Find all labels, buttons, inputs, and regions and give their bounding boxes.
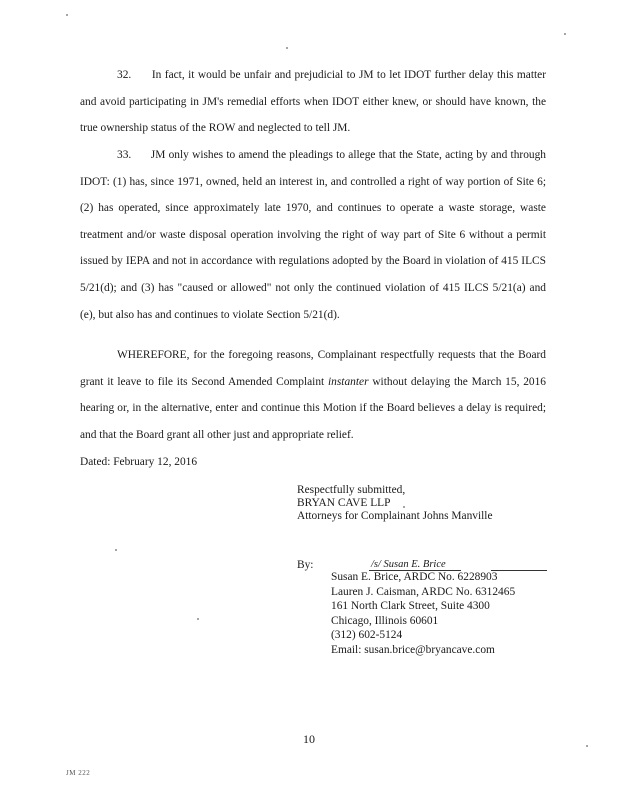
footer-code: JM 222 (66, 769, 91, 777)
scan-speck (564, 33, 566, 35)
paragraph-text: JM only wishes to amend the pleadings to allege that the State, acting by and through IDOT: (1) has, since 1971, owned, held an interest in, and controlled a right of way portion of Site 6; (2) has operated, since approximately late 1970, and continues to operate a waste storage, waste treatment and/or waste disposal operation involving the right of way part of Site 6 without a permit issued by IEPA and not in accordance with regulations adopted by the Board in violation of 415 ILCS 5/21(d); and (3) has "caused or allowed" not only the continued violation of 415 ILCS 5/21(a) and (e), but also has and continues to violate Section 5/21(d). (80, 149, 546, 321)
paragraph-number: 33. (117, 149, 132, 161)
counsel-email: Email: susan.brice@bryancave.com (331, 643, 495, 656)
signature-block (297, 484, 493, 522)
paragraph-number: 32. (117, 69, 132, 81)
counsel-line: (312) 602-5124 (331, 629, 403, 642)
counsel-contact-block (331, 570, 515, 658)
scan-speck (403, 506, 405, 508)
scan-speck (286, 47, 288, 49)
scan-speck (66, 14, 68, 16)
paragraph-32 (80, 62, 546, 142)
date-line: Dated: February 12, 2016 (80, 456, 198, 468)
attorney-role: Attorneys for Complainant Johns Manville (297, 509, 493, 522)
wherefore-text-end: without delaying the March 15, 2016 hearing or, in the alternative, enter and continue this Motion if the Board believes a delay is required; and that the Board grant all other just and appropriate relief. (80, 375, 546, 441)
counsel-line: Susan E. Brice, ARDC No. 6228903 (331, 571, 498, 583)
firm-name: BRYAN CAVE LLP (297, 496, 391, 509)
paragraph-33 (80, 142, 546, 328)
wherefore-text-start: WHEREFORE, for the foregoing reasons, Complainant respectfully requests that the Board grant it leave to file its Second Amended Complaint (80, 349, 546, 388)
electronic-signature: /s/ Susan E. Brice (371, 559, 446, 570)
by-label: By: (297, 559, 314, 571)
closing: Respectfully submitted, (297, 484, 406, 496)
scan-speck (197, 618, 199, 620)
scan-speck (115, 549, 117, 551)
paragraph-text: In fact, it would be unfair and prejudicial to JM to let IDOT further delay this matter and avoid participating in JM's remedial efforts when IDOT either knew, or should have known, the true ownership status of the ROW and neglected to tell JM. (80, 69, 546, 135)
counsel-line: Lauren J. Caisman, ARDC No. 6312465 (331, 585, 516, 598)
scan-speck (586, 745, 588, 747)
counsel-line: Chicago, Illinois 60601 (331, 614, 439, 627)
page-number: 10 (303, 732, 315, 746)
wherefore-italic-term: instanter (328, 375, 369, 388)
counsel-line: 161 North Clark Street, Suite 4300 (331, 600, 490, 613)
wherefore-paragraph (80, 342, 546, 448)
